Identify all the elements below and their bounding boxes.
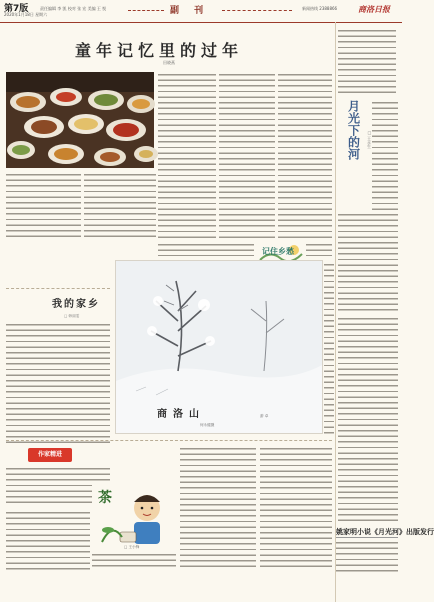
main-story-column-5 — [84, 172, 156, 238]
tea-column — [92, 552, 176, 570]
main-story-column-7 — [306, 242, 332, 256]
feast-photo — [6, 72, 154, 168]
main-story-column-2 — [219, 72, 275, 240]
sidebar-divider — [335, 22, 336, 602]
narrow-column — [324, 262, 334, 434]
main-story-column-1 — [158, 72, 216, 240]
sidebar-author: □ 王永生 — [367, 130, 372, 149]
writers-badge: 作家精进 — [28, 448, 72, 462]
sidebar-column-mid — [338, 212, 398, 312]
tea-byline: □ 王小锋 — [124, 545, 140, 549]
photo-credit: 游 卓 — [260, 414, 269, 418]
news-hotline: 新闻热线 2388866 — [302, 6, 338, 11]
editor-credits: 责任编辑 李 凯 校对 张 宏 美编 王 悦 — [40, 6, 107, 11]
book-release-column — [336, 540, 398, 572]
masthead-divider-right — [222, 10, 292, 11]
book-release-rule — [336, 537, 398, 538]
photo-title: 商洛山 — [157, 409, 205, 420]
hometown-byline: □ 韩丽雯 — [64, 314, 80, 318]
book-release-headline: 姚家明小说《月光河》出版发行 — [336, 527, 434, 536]
page-number: 第7版 — [4, 4, 29, 14]
hometown-column-1 — [6, 322, 110, 444]
snow-photo — [115, 260, 323, 434]
main-story-column-3 — [278, 72, 332, 240]
main-story-column-4 — [6, 172, 81, 238]
sidebar-column-top — [338, 28, 396, 94]
section-name: 副 刊 — [170, 6, 210, 16]
bottom-column-1 — [6, 510, 90, 570]
bottom-column-2 — [180, 446, 256, 570]
paper-logo: 商洛日报 — [358, 4, 390, 14]
badge-text: 记住乡愁 — [262, 246, 294, 256]
sidebar-column-bottom — [338, 316, 398, 522]
bottom-rule — [6, 440, 332, 441]
main-byline: 田晓燕 — [163, 60, 175, 65]
sidebar-title-text: 月光下的河 — [346, 100, 361, 160]
main-story-column-6 — [158, 242, 254, 256]
masthead-divider-left — [128, 10, 164, 11]
issue-date: 2020年1月18日 星期六 — [4, 12, 48, 17]
sidebar-column-right — [372, 100, 398, 210]
hometown-headline: 我的家乡 — [52, 299, 100, 310]
bottom-column-3 — [260, 446, 332, 570]
section-rule — [6, 288, 110, 289]
tea-title: 茶 — [98, 490, 112, 506]
sidebar-title — [342, 100, 364, 165]
main-headline: 童年记忆里的过年 — [75, 41, 244, 60]
photo-caption: 何永健摄 — [200, 423, 215, 427]
